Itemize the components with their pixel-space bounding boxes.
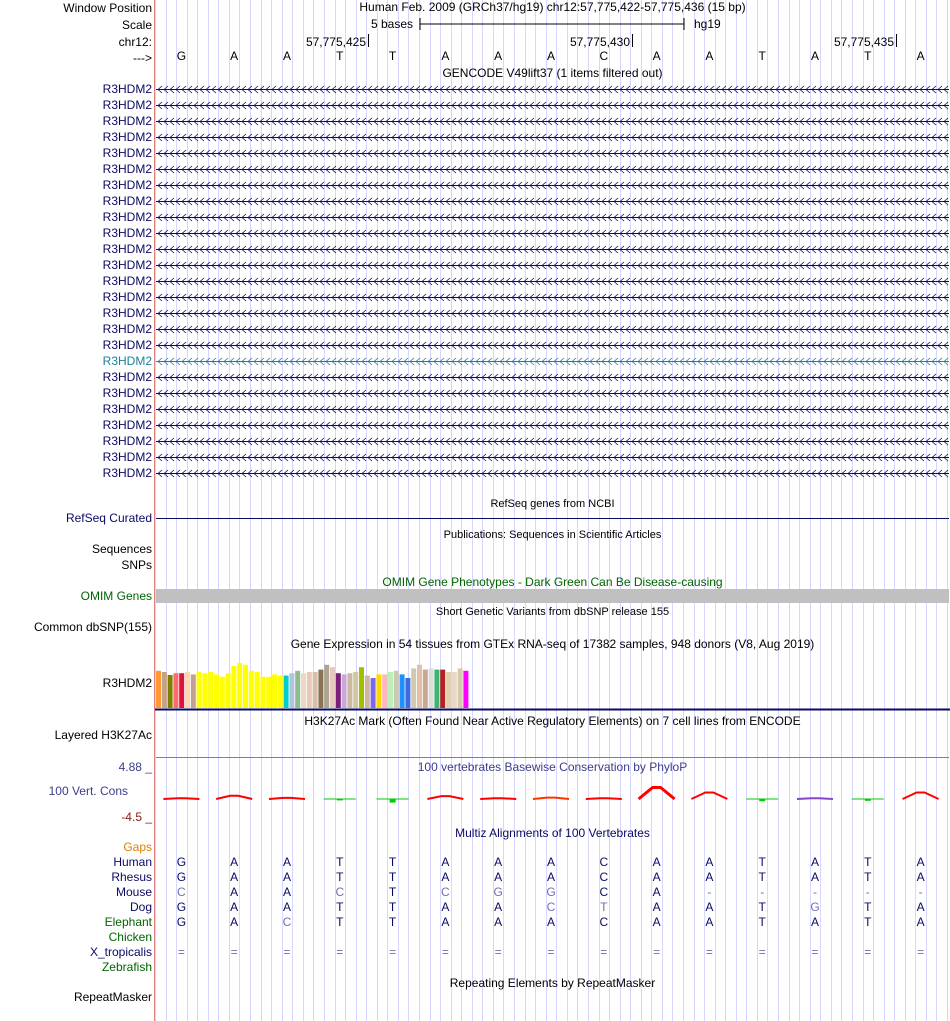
position-tick (632, 34, 633, 47)
phylop-score-mark[interactable] (480, 798, 516, 799)
multiz-aligned-base: A (810, 870, 819, 884)
gencode-gene-label[interactable]: R3HDM2 (102, 338, 152, 352)
gtex-tissue-bar[interactable] (243, 665, 248, 708)
multiz-aligned-base: T (864, 855, 872, 869)
gencode-gene-label[interactable]: R3HDM2 (102, 370, 152, 384)
multiz-aligned-base: = (494, 945, 502, 959)
multiz-aligned-base: A (916, 900, 925, 914)
omim-gene-bar[interactable] (156, 589, 949, 603)
multiz-track-title: Multiz Alignments of 100 Vertebrates (455, 826, 650, 840)
reference-base: A (705, 49, 714, 63)
reference-base: T (864, 49, 872, 63)
multiz-aligned-base: T (336, 915, 344, 929)
multiz-aligned-base: T (758, 900, 766, 914)
multiz-aligned-base: A (810, 915, 819, 929)
multiz-aligned-base: A (282, 855, 291, 869)
multiz-aligned-base: = (705, 945, 713, 959)
multiz-aligned-base: G (546, 885, 556, 899)
reference-base: A (494, 49, 503, 63)
gtex-tissue-bar[interactable] (417, 665, 422, 708)
multiz-aligned-base: A (230, 855, 239, 869)
gencode-gene-label[interactable]: R3HDM2 (102, 418, 152, 432)
multiz-aligned-base: T (864, 915, 872, 929)
reference-base: T (336, 49, 344, 63)
h3k27ac-track-title: H3K27Ac Mark (Often Found Near Active Regulatory Elements) on 7 cell lines from ENCODE (304, 714, 801, 728)
gencode-gene-label[interactable]: R3HDM2 (102, 322, 152, 336)
gencode-gene-label[interactable]: R3HDM2 (102, 114, 152, 128)
gencode-gene-label[interactable]: R3HDM2 (102, 274, 152, 288)
multiz-aligned-base: A (652, 915, 661, 929)
scale-db: hg19 (694, 17, 721, 31)
window-position-value: Human Feb. 2009 (GRCh37/hg19) chr12:57,775,422-57,775,436 (15 bp) (359, 0, 746, 14)
gtex-tissue-bar[interactable] (423, 670, 428, 708)
multiz-aligned-base: A (230, 915, 239, 929)
multiz-species-label[interactable]: Elephant (104, 915, 152, 929)
dbsnp-track-title: Short Genetic Variants from dbSNP release 155 (435, 606, 670, 618)
multiz-species-label[interactable]: X_tropicalis (89, 945, 152, 959)
multiz-species-label[interactable]: Rhesus (111, 870, 152, 884)
multiz-aligned-base: A (705, 870, 714, 884)
scale-label: Scale (121, 18, 152, 32)
multiz-aligned-base: T (388, 870, 397, 884)
refseq-track-title: RefSeq genes from NCBI (490, 498, 615, 510)
gtex-tissue-bar[interactable] (347, 673, 352, 708)
phylop-score-mark[interactable] (163, 798, 199, 799)
multiz-aligned-base: C (282, 915, 292, 929)
chrom-label: chr12: (118, 35, 152, 49)
gtex-tissue-bar[interactable] (255, 672, 260, 708)
gencode-transcript[interactable] (156, 405, 949, 414)
multiz-aligned-base: = (177, 945, 185, 959)
gtex-tissue-bar[interactable] (463, 671, 468, 708)
gtex-tissue-bar[interactable] (162, 672, 167, 708)
phylop-track-title: 100 vertebrates Basewise Conservation by PhyloP (417, 760, 688, 774)
multiz-aligned-base: G (810, 900, 820, 914)
phylop-score-mark[interactable] (903, 793, 939, 800)
gencode-transcript[interactable] (156, 165, 949, 174)
multiz-aligned-base: = (389, 945, 397, 959)
multiz-aligned-base: = (230, 945, 238, 959)
gtex-tissue-bar[interactable] (197, 672, 202, 708)
reference-base: A (282, 49, 291, 63)
multiz-gaps-label[interactable]: Gaps (123, 840, 152, 854)
gtex-tissue-bar[interactable] (179, 673, 184, 708)
gencode-transcript[interactable] (156, 277, 949, 286)
position-tick (896, 34, 897, 47)
multiz-aligned-base: = (547, 945, 555, 959)
gtex-tissue-bar[interactable] (434, 670, 439, 708)
multiz-aligned-base: C (599, 915, 609, 929)
gencode-gene-label[interactable]: R3HDM2 (102, 82, 152, 96)
scale-bar (418, 17, 688, 31)
gtex-tissue-bar[interactable] (365, 676, 370, 708)
gencode-gene-label[interactable]: R3HDM2 (102, 466, 152, 480)
multiz-aligned-base: G (176, 900, 187, 914)
gencode-gene-label[interactable]: R3HDM2 (102, 306, 152, 320)
multiz-species-label[interactable]: Dog (129, 900, 152, 914)
gtex-tissue-bar[interactable] (324, 665, 329, 708)
gtex-tissue-bar[interactable] (173, 673, 178, 708)
multiz-aligned-base: A (916, 870, 925, 884)
phylop-score-mark[interactable] (639, 788, 675, 800)
gtex-tissue-bar[interactable] (208, 672, 213, 708)
gtex-tissue-bar[interactable] (185, 672, 190, 708)
window-position-label: Window Position (63, 1, 152, 15)
multiz-aligned-base: A (652, 900, 661, 914)
gtex-tissue-bar[interactable] (382, 674, 387, 708)
gencode-transcript[interactable] (156, 261, 949, 270)
multiz-aligned-base: T (864, 870, 872, 884)
multiz-species-label[interactable]: Human (113, 855, 152, 869)
multiz-aligned-base: A (546, 870, 555, 884)
gtex-tissue-bar[interactable] (458, 668, 463, 708)
reference-base: A (230, 49, 239, 63)
gtex-tissue-bar[interactable] (272, 674, 277, 708)
gencode-track-title: GENCODE V49lift37 (1 items filtered out) (442, 66, 663, 80)
omim-track-title: OMIM Gene Phenotypes - Dark Green Can Be Disease-causing (382, 575, 723, 589)
gtex-tissue-bar[interactable] (295, 671, 300, 708)
gtex-tissue-bar[interactable] (284, 676, 289, 708)
gtex-tissue-bar[interactable] (191, 674, 196, 708)
multiz-aligned-base: T (388, 885, 397, 899)
multiz-aligned-base: A (494, 900, 503, 914)
multiz-aligned-base: A (916, 915, 925, 929)
multiz-aligned-base: - (865, 885, 870, 899)
gtex-tissue-bar[interactable] (231, 666, 236, 708)
position-tick-label: 57,775,435 (833, 35, 894, 49)
position-tick-label: 57,775,425 (305, 35, 366, 49)
gencode-transcript[interactable] (156, 453, 949, 462)
multiz-aligned-base: C (441, 885, 450, 899)
gtex-tissue-bar[interactable] (266, 677, 271, 708)
multiz-aligned-base: A (441, 855, 450, 869)
phylop-ymax-label: 4.88 _ (118, 760, 152, 774)
multiz-aligned-base: T (388, 900, 397, 914)
reference-base: A (546, 49, 555, 63)
multiz-aligned-base: A (282, 870, 291, 884)
repeatmasker-track-title: Repeating Elements by RepeatMasker (449, 976, 656, 990)
multiz-species-label[interactable]: Zebrafish (101, 960, 152, 974)
multiz-aligned-base: A (282, 900, 291, 914)
gtex-tissue-bar[interactable] (237, 663, 242, 708)
dbsnp-track-label[interactable]: Common dbSNP(155) (33, 620, 152, 634)
omim-track-label[interactable]: OMIM Genes (80, 589, 152, 603)
multiz-aligned-base: = (283, 945, 291, 959)
phylop-score-mark[interactable] (797, 798, 833, 799)
multiz-aligned-base: A (282, 885, 291, 899)
multiz-aligned-base: A (494, 915, 503, 929)
multiz-aligned-base: C (599, 870, 609, 884)
gencode-gene-label[interactable]: R3HDM2 (102, 194, 152, 208)
gtex-tissue-bar[interactable] (359, 667, 364, 708)
phylop-score-mark[interactable] (216, 796, 252, 799)
multiz-aligned-base: T (388, 855, 397, 869)
h3k27ac-baseline (156, 757, 949, 758)
phylop-ymin-label: -4.5 _ (121, 810, 152, 824)
gencode-transcript[interactable] (156, 421, 949, 430)
gtex-tissue-bar[interactable] (220, 677, 225, 708)
gencode-transcript[interactable] (156, 293, 949, 302)
multiz-aligned-base: A (546, 855, 555, 869)
multiz-aligned-base: = (811, 945, 819, 959)
multiz-aligned-base: T (758, 870, 766, 884)
multiz-aligned-base: A (441, 915, 450, 929)
phylop-score-mark[interactable] (390, 799, 396, 803)
multiz-aligned-base: = (653, 945, 661, 959)
phylop-score-mark[interactable] (269, 798, 305, 799)
multiz-aligned-base: A (230, 885, 239, 899)
phylop-score-mark[interactable] (427, 796, 463, 799)
multiz-aligned-base: A (546, 915, 555, 929)
gencode-transcript[interactable] (156, 101, 949, 110)
gtex-tissue-bar[interactable] (260, 677, 265, 708)
gencode-gene-label[interactable]: R3HDM2 (102, 178, 152, 192)
multiz-aligned-base: A (810, 855, 819, 869)
phylop-chart[interactable] (155, 772, 950, 822)
multiz-aligned-base: A (441, 870, 450, 884)
multiz-aligned-base: - (707, 885, 712, 899)
multiz-aligned-base: G (176, 855, 187, 869)
gtex-tissue-bar[interactable] (411, 668, 416, 708)
multiz-aligned-base: = (917, 945, 925, 959)
publications-snps-label[interactable]: SNPs (121, 558, 152, 572)
gtex-tissue-bar[interactable] (353, 672, 358, 708)
position-tick-label: 57,775,430 (569, 35, 630, 49)
gtex-tissue-bar[interactable] (400, 674, 405, 708)
multiz-aligned-base: A (705, 915, 714, 929)
gencode-transcript[interactable] (156, 117, 949, 126)
multiz-aligned-base: A (441, 900, 450, 914)
gencode-gene-label[interactable]: R3HDM2 (102, 242, 152, 256)
gencode-gene-label[interactable]: R3HDM2 (102, 146, 152, 160)
gencode-transcript[interactable] (156, 341, 949, 350)
gtex-tissue-bar[interactable] (318, 670, 323, 708)
multiz-aligned-base: C (546, 900, 556, 914)
gencode-gene-label[interactable]: R3HDM2 (102, 290, 152, 304)
gencode-gene-label[interactable]: R3HDM2 (102, 434, 152, 448)
gencode-gene-label[interactable]: R3HDM2 (102, 450, 152, 464)
multiz-aligned-base: C (177, 885, 186, 899)
gtex-tissue-bar[interactable] (440, 670, 445, 708)
multiz-species-label[interactable]: Mouse (115, 885, 152, 899)
gencode-transcript[interactable] (156, 181, 949, 190)
gencode-gene-label[interactable]: R3HDM2 (102, 98, 152, 112)
gtex-tissue-bar[interactable] (405, 678, 410, 708)
phylop-track-label[interactable]: 100 Vert. Cons (48, 784, 128, 798)
gtex-tissue-bar[interactable] (249, 671, 254, 708)
gencode-gene-label[interactable]: R3HDM2 (102, 130, 152, 144)
gtex-tissue-bar[interactable] (394, 671, 399, 708)
gtex-tissue-bar[interactable] (330, 667, 335, 708)
multiz-aligned-base: = (864, 945, 872, 959)
gtex-tissue-bar[interactable] (278, 676, 283, 708)
multiz-aligned-base: A (652, 885, 661, 899)
gencode-gene-label[interactable]: R3HDM2 (102, 162, 152, 176)
refseq-track-label[interactable]: RefSeq Curated (65, 511, 152, 525)
multiz-aligned-base: A (652, 855, 661, 869)
gtex-tissue-bar[interactable] (202, 673, 207, 708)
gencode-gene-label[interactable]: R3HDM2 (102, 354, 152, 368)
gencode-transcript[interactable] (156, 325, 949, 334)
multiz-species-label[interactable]: Chicken (108, 930, 152, 944)
gtex-tissue-bar[interactable] (376, 674, 381, 708)
publications-track-title: Publications: Sequences in Scientific Articles (443, 529, 662, 541)
gencode-transcript[interactable] (156, 469, 949, 478)
multiz-aligned-base: T (600, 900, 608, 914)
reference-base: A (810, 49, 819, 63)
multiz-aligned-base: T (336, 855, 344, 869)
reference-base: C (599, 49, 609, 63)
h3k27ac-track-label[interactable]: Layered H3K27Ac (54, 728, 152, 742)
multiz-aligned-base: G (176, 870, 187, 884)
gtex-track-label[interactable]: R3HDM2 (102, 676, 152, 690)
gtex-bar-chart[interactable] (155, 651, 950, 712)
gtex-tissue-bar[interactable] (342, 674, 347, 708)
gtex-tissue-bar[interactable] (301, 673, 306, 708)
gtex-tissue-bar[interactable] (371, 678, 376, 708)
multiz-aligned-base: A (494, 870, 503, 884)
gencode-transcript[interactable] (156, 309, 949, 318)
reference-base: A (652, 49, 661, 63)
multiz-aligned-base: A (230, 870, 239, 884)
gtex-tissue-bar[interactable] (168, 675, 173, 708)
gencode-transcript[interactable] (156, 133, 949, 142)
gtex-tissue-bar[interactable] (214, 674, 219, 708)
reference-base: G (176, 49, 187, 63)
multiz-aligned-base: A (705, 900, 714, 914)
multiz-aligned-base: G (493, 885, 503, 899)
reference-base: T (758, 49, 766, 63)
gtex-tissue-bar[interactable] (289, 673, 294, 708)
multiz-aligned-base: = (600, 945, 608, 959)
gtex-tissue-bar[interactable] (446, 672, 451, 708)
gencode-transcript[interactable] (156, 357, 949, 366)
gencode-gene-label[interactable]: R3HDM2 (102, 210, 152, 224)
gtex-tissue-bar[interactable] (429, 668, 434, 708)
multiz-aligned-base: C (335, 885, 345, 899)
gencode-transcript[interactable] (156, 213, 949, 222)
gencode-gene-label[interactable]: R3HDM2 (102, 258, 152, 272)
gtex-tissue-bar[interactable] (388, 672, 393, 708)
gencode-transcript[interactable] (156, 245, 949, 254)
multiz-aligned-base: = (441, 945, 449, 959)
gencode-transcript[interactable] (156, 197, 949, 206)
multiz-aligned-base: T (336, 900, 344, 914)
reference-base: A (441, 49, 450, 63)
gencode-transcript[interactable] (156, 437, 949, 446)
multiz-aligned-base: T (864, 900, 872, 914)
gtex-track-title: Gene Expression in 54 tissues from GTEx RNA-seq of 17382 samples, 948 donors (V8, Aug 2019) (290, 637, 815, 651)
multiz-aligned-base: G (176, 915, 187, 929)
phylop-score-mark[interactable] (691, 793, 727, 800)
scale-bar-label: 5 bases (371, 17, 414, 31)
multiz-aligned-base: - (918, 885, 923, 899)
multiz-aligned-base: = (758, 945, 766, 959)
repeatmasker-track-label[interactable]: RepeatMasker (73, 990, 152, 1004)
gencode-transcript[interactable] (156, 229, 949, 238)
multiz-aligned-base: A (916, 855, 925, 869)
reference-base: T (388, 49, 397, 63)
multiz-aligned-base: T (758, 855, 766, 869)
phylop-score-mark[interactable] (586, 798, 622, 799)
position-tick (368, 34, 369, 47)
multiz-aligned-base: T (758, 915, 766, 929)
multiz-aligned-base: C (599, 855, 609, 869)
multiz-aligned-base: A (494, 855, 503, 869)
publications-sequences-label[interactable]: Sequences (91, 542, 152, 556)
phylop-score-mark[interactable] (533, 798, 569, 799)
strand-label: ---> (133, 51, 152, 65)
multiz-aligned-base: A (230, 900, 239, 914)
multiz-aligned-base: T (336, 870, 344, 884)
gencode-transcript[interactable] (156, 149, 949, 158)
gencode-gene-label[interactable]: R3HDM2 (102, 386, 152, 400)
gtex-tissue-bar[interactable] (313, 672, 318, 708)
multiz-aligned-base: A (652, 870, 661, 884)
gencode-gene-label[interactable]: R3HDM2 (102, 402, 152, 416)
gencode-transcript[interactable] (156, 389, 949, 398)
multiz-aligned-base: = (336, 945, 344, 959)
multiz-aligned-base: C (599, 885, 609, 899)
multiz-aligned-base: A (705, 855, 714, 869)
gencode-gene-label[interactable]: R3HDM2 (102, 226, 152, 240)
multiz-aligned-base: - (813, 885, 817, 899)
refseq-gene-line[interactable] (156, 518, 949, 519)
multiz-aligned-base: - (760, 885, 765, 899)
gtex-tissue-bar[interactable] (452, 672, 457, 708)
gencode-transcript[interactable] (156, 373, 949, 382)
multiz-aligned-base: T (388, 915, 397, 929)
gencode-transcript[interactable] (156, 85, 949, 94)
gtex-tissue-bar[interactable] (307, 672, 312, 708)
gtex-tissue-bar[interactable] (336, 673, 341, 708)
gtex-tissue-bar[interactable] (226, 673, 231, 708)
reference-base: A (916, 49, 925, 63)
gtex-tissue-bar[interactable] (156, 671, 161, 708)
